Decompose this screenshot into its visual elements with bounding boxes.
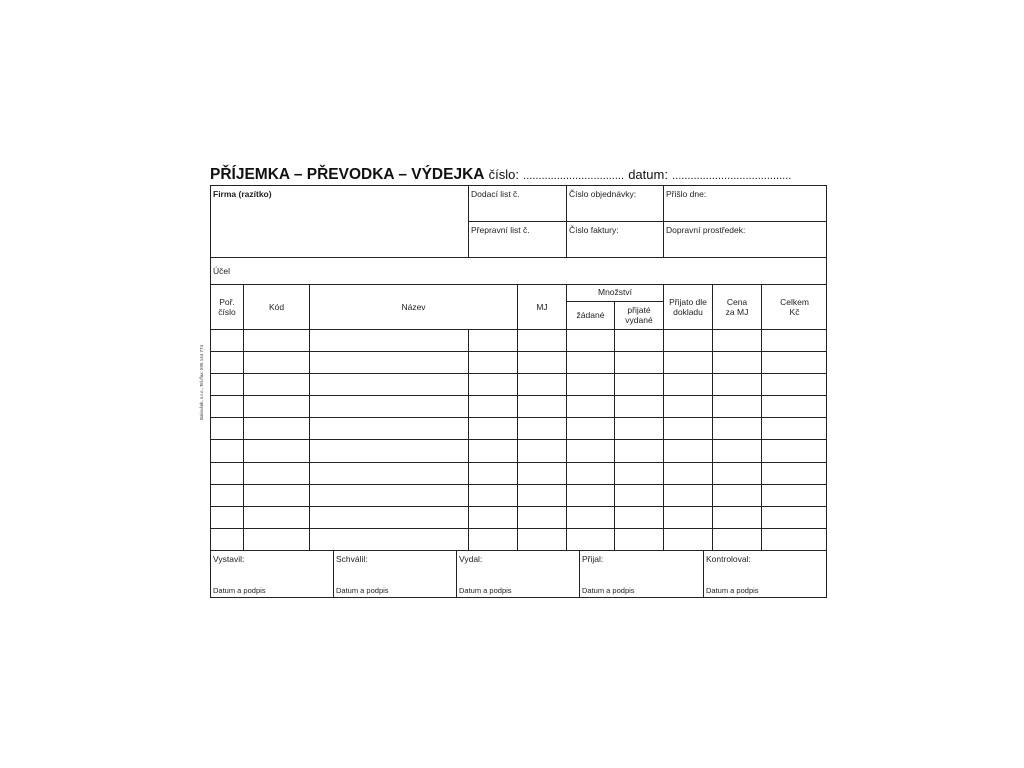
- sign-received-by-date: Datum a podpis: [582, 586, 635, 595]
- col-name: Název: [401, 302, 426, 312]
- col-per-document: Přijato dle dokladu: [669, 297, 707, 317]
- col-received-issued: přijaté vydané: [625, 305, 653, 325]
- col-order-number: Poř. číslo: [218, 297, 236, 317]
- col-unit-price: Cena za MJ: [725, 297, 749, 317]
- sign-dispatched-by[interactable]: Vydal:: [459, 554, 483, 564]
- order-number-field[interactable]: Číslo objednávky:: [569, 189, 637, 199]
- sign-dispatched-by-date: Datum a podpis: [459, 586, 512, 595]
- sign-issued-by-date: Datum a podpis: [213, 586, 266, 595]
- sign-checked-by-date: Datum a podpis: [706, 586, 759, 595]
- date-label: datum:: [628, 167, 668, 182]
- date-fill-line[interactable]: .......................................: [672, 170, 792, 182]
- col-unit: MJ: [536, 302, 548, 312]
- sign-approved-by-date: Datum a podpis: [336, 586, 389, 595]
- transport-means-field[interactable]: Dopravní prostředek:: [666, 225, 746, 235]
- sign-approved-by[interactable]: Schválil:: [336, 554, 368, 564]
- form-heading: PŘÍJEMKA – PŘEVODKA – VÝDEJKA: [210, 166, 485, 183]
- printer-imprint: Baloušek, s.r.o., Tel./fax: 595 144 774: [199, 345, 204, 420]
- sign-received-by[interactable]: Přijal:: [582, 554, 604, 564]
- company-stamp-field[interactable]: Firma (razítko): [213, 189, 272, 199]
- number-label: číslo:: [488, 167, 519, 182]
- col-total-czk: Celkem Kč: [780, 297, 809, 317]
- col-quantity: Množství: [597, 287, 632, 297]
- transport-note-field[interactable]: Přepravní list č.: [471, 225, 530, 235]
- invoice-number-field[interactable]: Číslo faktury:: [569, 225, 619, 235]
- number-fill-line[interactable]: .................................: [523, 170, 625, 182]
- purpose-field[interactable]: Účel: [213, 266, 231, 276]
- col-requested: žádané: [576, 310, 605, 320]
- arrived-date-field[interactable]: Přišlo dne:: [666, 189, 707, 199]
- sign-issued-by[interactable]: Vystavil:: [213, 554, 245, 564]
- sign-checked-by[interactable]: Kontroloval:: [706, 554, 751, 564]
- delivery-note-field[interactable]: Dodací list č.: [471, 189, 520, 199]
- col-code: Kód: [268, 302, 285, 312]
